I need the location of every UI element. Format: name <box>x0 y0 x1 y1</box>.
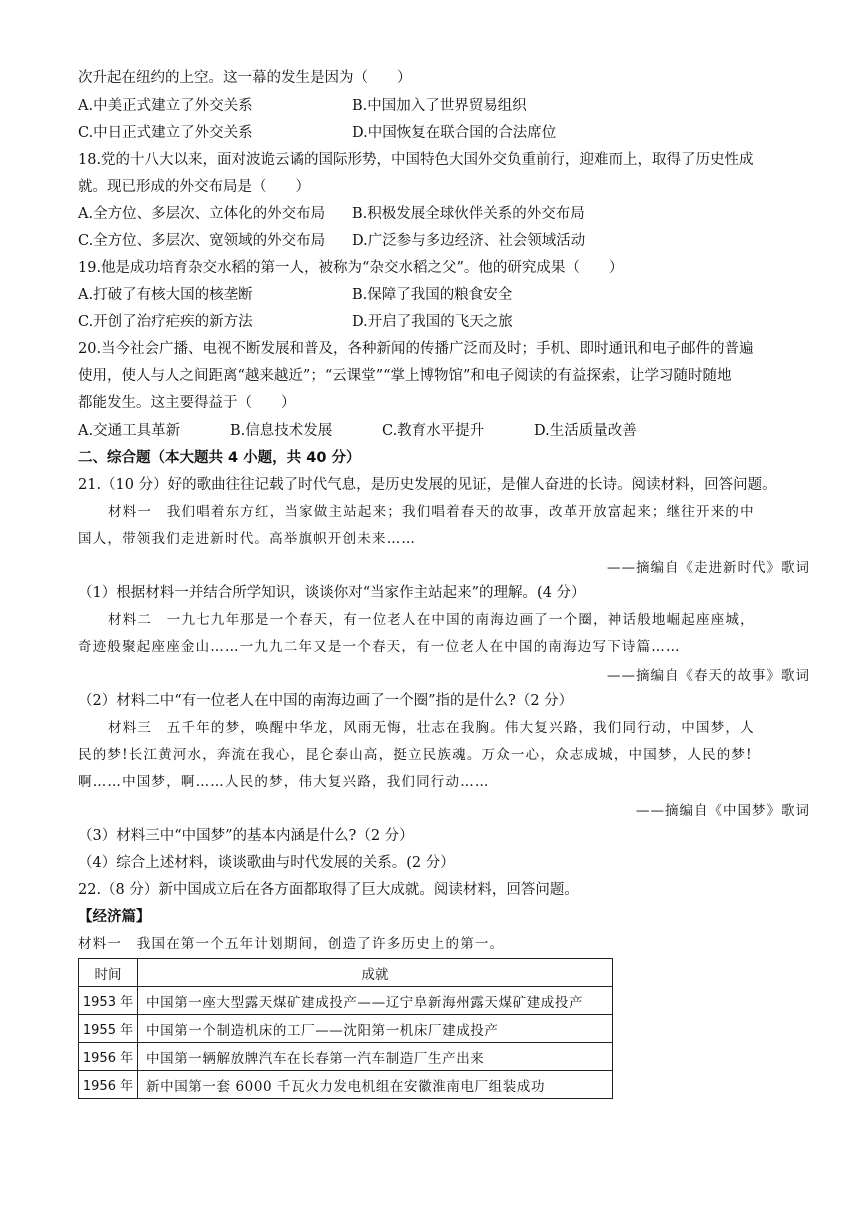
table-cell-achievement: 新中国第一套 6000 千瓦火力发电机组在安徽淮南电厂组装成功 <box>138 1071 613 1099</box>
q21-material3-line2: 民的梦!长江黄河水，奔流在我心，昆仑泰山高，挺立民族魂。万众一心，众志成城，中国梦，人民的梦! <box>78 747 753 763</box>
q22-part-title: 【经济篇】 <box>78 909 151 925</box>
table-cell-achievement: 中国第一个制造机床的工厂——沈阳第一机床厂建成投产 <box>138 1015 613 1043</box>
table-row <box>79 1043 613 1071</box>
table-row <box>79 987 613 1015</box>
q18-stem-line2: 就。现已形成的外交布局是（ ） <box>78 179 310 195</box>
q18-option-c: C.全方位、多层次、宽领域的外交布局 <box>78 233 326 249</box>
q21-material2-line1: 材料二 一九七九年那是一个春天，有一位老人在中国的南海边画了一个圈，神话般地崛起座座城， <box>108 612 755 628</box>
q21-stem: 21.（10 分）好的歌曲往往记载了时代气息，是历史发展的见证，是催人奋进的长诗。阅读材料，回答问题。 <box>78 477 777 493</box>
q18-option-d: D.广泛参与多边经济、社会领域活动 <box>352 233 586 249</box>
q20-option-a: A.交通工具革新 <box>78 423 181 439</box>
q18-option-b: B.积极发展全球伙伴关系的外交布局 <box>352 206 585 222</box>
q21-sub3: （3）材料三中“中国梦”的基本内涵是什么?（2 分） <box>78 828 414 844</box>
table-header-time: 时间 <box>79 959 138 987</box>
q20-option-b: B.信息技术发展 <box>230 423 333 439</box>
q19-option-a: A.打破了有核大国的核垄断 <box>78 287 253 303</box>
q21-sub1: （1）根据材料一并结合所学知识，谈谈你对“当家作主站起来”的理解。(4 分） <box>78 585 586 601</box>
q17-option-b: B.中国加入了世界贸易组织 <box>352 98 527 114</box>
q20-stem-line2: 使用，使人与人之间距离“越来越近”；“云课堂”“掌上博物馆”和电子阅读的有益探索，让学习随时随地 <box>78 368 732 384</box>
q21-material3-line1: 材料三 五千年的梦，唤醒中华龙，风雨无悔，壮志在我胸。伟大复兴路，我们同行动，中国梦，人 <box>108 720 755 736</box>
q17-option-a: A.中美正式建立了外交关系 <box>78 98 253 114</box>
q21-material3-line3: 啊……中国梦，啊……人民的梦，伟大复兴路，我们同行动…… <box>78 774 490 790</box>
table-cell-year: 1956 年 <box>79 1043 138 1071</box>
achievements-table <box>78 958 613 1099</box>
q21-material1-line1: 材料一 我们唱着东方红，当家做主站起来；我们唱着春天的故事，改革开放富起来；继往开来的中 <box>108 504 755 520</box>
table-cell-year: 1956 年 <box>79 1071 138 1099</box>
table-cell-year: 1955 年 <box>79 1015 138 1043</box>
q21-sub4: （4）综合上述材料，谈谈歌曲与时代发展的关系。(2 分） <box>78 855 455 871</box>
q17-stem: 次升起在纽约的上空。这一幕的发生是因为（ ） <box>78 70 412 86</box>
q19-stem: 19.他是成功培育杂交水稻的第一人，被称为“杂交水稻之父”。他的研究成果（ ） <box>78 260 624 276</box>
q22-stem: 22.（8 分）新中国成立后在各方面都取得了巨大成就。阅读材料，回答问题。 <box>78 882 579 898</box>
q20-option-d: D.生活质量改善 <box>534 423 637 439</box>
q18-option-a: A.全方位、多层次、立体化的外交布局 <box>78 206 326 222</box>
q19-option-c: C.开创了治疗疟疾的新方法 <box>78 314 253 330</box>
q21-material1-source: ——摘编自《走进新时代》歌词 <box>607 560 810 576</box>
q20-stem-line3: 都能发生。这主要得益于（ ） <box>78 395 296 411</box>
q19-option-d: D.开启了我国的飞天之旅 <box>352 314 513 330</box>
q21-material2-line2: 奇迹般聚起座座金山……一九九二年又是一个春天，有一位老人在中国的南海边写下诗篇…… <box>78 639 681 655</box>
q22-material1-intro: 材料一 我国在第一个五年计划期间，创造了许多历史上的第一。 <box>78 936 505 952</box>
table-cell-year: 1953 年 <box>79 987 138 1015</box>
table-header-row <box>79 959 613 987</box>
q20-stem-line1: 20.当今社会广播、电视不断发展和普及，各种新闻的传播广泛而及时；手机、即时通讯和电子邮件的普遍 <box>78 341 754 357</box>
q17-option-c: C.中日正式建立了外交关系 <box>78 125 253 141</box>
q21-material3-source: ——摘编自《中国梦》歌词 <box>636 803 810 819</box>
table-cell-achievement: 中国第一辆解放牌汽车在长春第一汽车制造厂生产出来 <box>138 1043 613 1071</box>
q21-sub2: （2）材料二中“有一位老人在中国的南海边画了一个圈”指的是什么?（2 分） <box>78 693 574 709</box>
section-title: 二、综合题（本大题共 4 小题，共 40 分） <box>78 450 361 466</box>
table-row <box>79 1071 613 1099</box>
q19-option-b: B.保障了我国的粮食安全 <box>352 287 513 303</box>
q17-option-d: D.中国恢复在联合国的合法席位 <box>352 125 557 141</box>
q21-material1-line2: 国人，带领我们走进新时代。高举旗帜开创未来…… <box>78 531 417 547</box>
table-cell-achievement: 中国第一座大型露天煤矿建成投产——辽宁阜新海州露天煤矿建成投产 <box>138 987 613 1015</box>
table-row <box>79 1015 613 1043</box>
q21-material2-source: ——摘编自《春天的故事》歌词 <box>607 668 810 684</box>
q20-option-c: C.教育水平提升 <box>382 423 485 439</box>
table-header-achievement: 成就 <box>138 959 613 987</box>
q18-stem-line1: 18.党的十八大以来，面对波诡云谲的国际形势，中国特色大国外交负重前行，迎难而上，取得了历史性成 <box>78 152 754 168</box>
